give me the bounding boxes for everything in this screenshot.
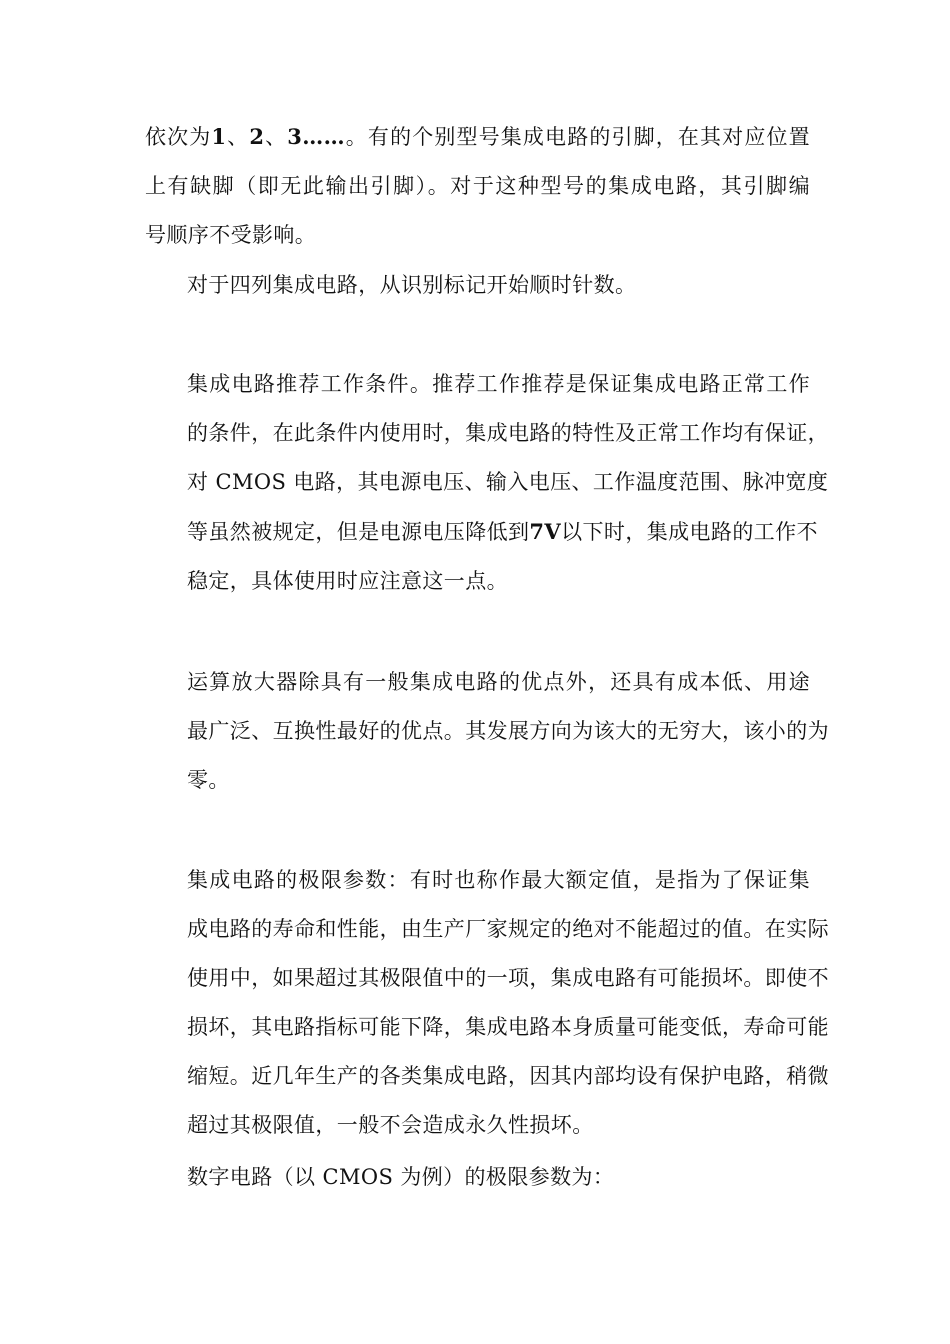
text-line — [145, 707, 829, 756]
text-run: 运算放大器除具有一般集成电路的优点外，还具有成本低、用途 — [187, 670, 810, 694]
text-run: 号顺序不受影响。 — [145, 223, 317, 247]
text-line — [145, 557, 810, 606]
text-run: 集成电路推荐工作条件。推荐工作推荐是保证集成电路正常工作 — [187, 372, 810, 396]
text-run: 零。 — [187, 768, 230, 792]
text-run: 使用中，如果超过其极限值中的一项，集成电路有可能损坏。即使不 — [187, 966, 829, 990]
text-run: 对于四列集成电路，从识别标记开始顺时针数。 — [187, 273, 637, 297]
text-line — [145, 261, 810, 310]
text-run: 。有的个别型号集成电路的引脚，在其对应位置 — [345, 125, 810, 149]
text-run: 依次为 — [145, 125, 212, 149]
text-line — [145, 954, 829, 1003]
text-line — [145, 856, 810, 905]
paragraph-digital-limits-intro — [145, 1153, 810, 1202]
text-line — [145, 162, 810, 211]
text-run: 等虽然被规定，但是电源电压降低到 — [187, 520, 530, 544]
paragraph-op-amp — [145, 658, 829, 805]
text-line — [145, 905, 829, 954]
text-line — [145, 409, 829, 458]
text-line — [145, 360, 810, 409]
text-line — [145, 112, 810, 162]
text-line — [145, 756, 810, 805]
text-run: 稳定，具体使用时应注意这一点。 — [187, 569, 508, 593]
text-line — [145, 507, 818, 557]
paragraph-pin-numbering — [145, 112, 810, 260]
bold-text-run: 1 — [211, 124, 227, 149]
paragraph-recommended-conditions — [145, 360, 829, 606]
text-run: 、 — [226, 125, 250, 149]
text-line — [145, 1153, 810, 1202]
text-line — [145, 211, 810, 260]
text-run: 以下时，集成电路的工作不 — [561, 520, 818, 544]
text-run: 成电路的寿命和性能，由生产厂家规定的绝对不能超过的值。在实际 — [187, 917, 829, 941]
text-run: 、 — [264, 125, 288, 149]
bold-text-run: 2 — [249, 124, 265, 149]
text-line — [145, 1052, 829, 1101]
paragraph-four-row-ic — [145, 261, 810, 310]
text-run: 超过其极限值，一般不会造成永久性损坏。 — [187, 1113, 594, 1137]
text-run: 数字电路（以 CMOS 为例）的极限参数为： — [187, 1165, 615, 1189]
text-run: 上有缺脚（即无此输出引脚）。对于这种型号的集成电路，其引脚编 — [145, 174, 810, 198]
text-line — [145, 1101, 810, 1150]
bold-text-run: 7V — [529, 519, 562, 544]
text-run: 最广泛、互换性最好的优点。其发展方向为该大的无穷大，该小的为 — [187, 719, 829, 743]
text-run: 损坏，其电路指标可能下降，集成电路本身质量可能变低，寿命可能 — [187, 1015, 829, 1039]
paragraph-absolute-max-ratings — [145, 856, 829, 1150]
text-run: 对 CMOS 电路，其电源电压、输入电压、工作温度范围、脉冲宽度 — [187, 470, 829, 494]
text-run: 集成电路的极限参数：有时也称作最大额定值，是指为了保证集 — [187, 868, 810, 892]
text-line — [145, 658, 810, 707]
text-run: 的条件，在此条件内使用时，集成电路的特性及正常工作均有保证， — [187, 421, 829, 445]
text-line — [145, 458, 829, 507]
text-run: 缩短。近几年生产的各类集成电路，因其内部均设有保护电路，稍微 — [187, 1064, 829, 1088]
text-line — [145, 1003, 829, 1052]
bold-text-run: 3…… — [287, 124, 346, 149]
